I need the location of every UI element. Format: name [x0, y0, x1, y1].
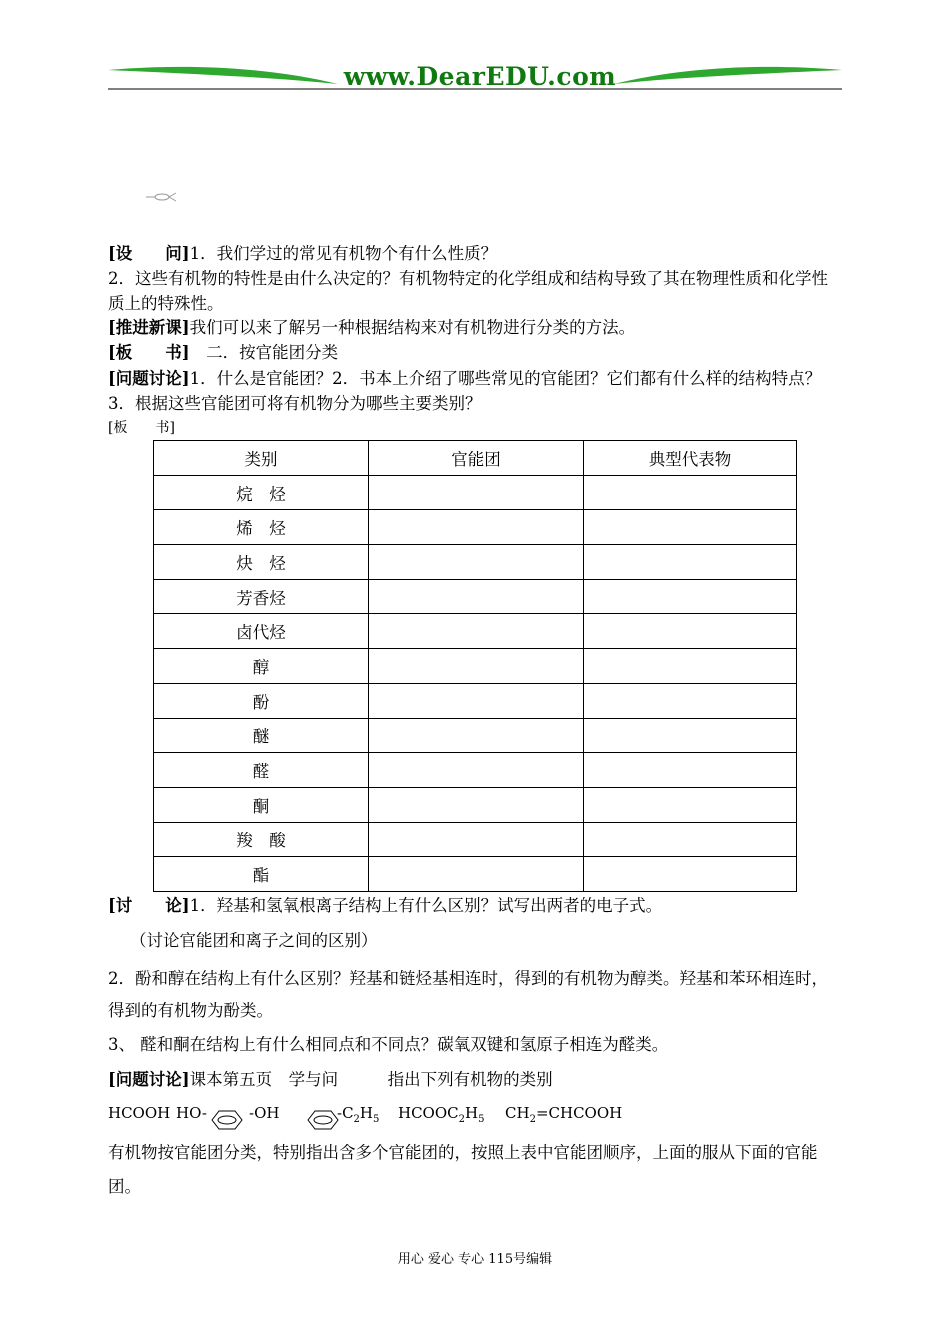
formula-hydroquinone-left: HO- — [176, 1104, 207, 1122]
header-category: 类别 — [154, 441, 369, 476]
category-cell: 芳香烃 — [154, 579, 369, 614]
empty-cell[interactable] — [584, 614, 797, 649]
formula-part: H — [465, 1104, 479, 1122]
empty-cell[interactable] — [584, 683, 797, 718]
empty-cell[interactable] — [369, 753, 584, 788]
category-cell: 酮 — [154, 787, 369, 822]
category-cell: 酚 — [154, 683, 369, 718]
table-row — [154, 857, 797, 892]
category-cell: 炔 烃 — [154, 545, 369, 580]
table-row — [154, 718, 797, 753]
empty-cell[interactable] — [584, 753, 797, 788]
board-label-2: [板 书] — [108, 420, 175, 436]
discussion-3: 3、 醛和酮在结构上有什么相同点和不同点？碳氧双键和氢原子相连为醛类。 — [108, 1035, 669, 1054]
empty-cell[interactable] — [584, 475, 797, 510]
discussion-1-note: （讨论官能团和离子之间的区别） — [130, 931, 378, 950]
formula-part: HCOOC — [398, 1104, 459, 1122]
empty-cell[interactable] — [369, 510, 584, 545]
empty-cell[interactable] — [369, 579, 584, 614]
discussion-line — [108, 366, 838, 416]
page-footer: 用心 爱心 专心 115号编辑 — [397, 1252, 553, 1267]
table-row — [154, 753, 797, 788]
empty-cell[interactable] — [584, 787, 797, 822]
formula-part: =CHCOOH — [535, 1104, 623, 1122]
empty-cell[interactable] — [584, 822, 797, 857]
category-cell: 醛 — [154, 753, 369, 788]
formula-subscript: 5 — [373, 1114, 380, 1125]
header-representative: 典型代表物 — [584, 441, 797, 476]
empty-cell[interactable] — [369, 718, 584, 753]
table-row — [154, 787, 797, 822]
tag-label: [设 问] — [108, 244, 190, 263]
table-header-row — [154, 441, 797, 476]
tag-label: [问题讨论] — [108, 369, 190, 388]
advance-line — [108, 316, 838, 340]
formula-subscript: 5 — [478, 1114, 485, 1125]
left-leaf-icon — [108, 67, 338, 84]
empty-cell[interactable] — [584, 510, 797, 545]
discussion-text: 1．什么是官能团？2．书本上介绍了哪些常见的官能团？它们都有什么样的结构特点？3．根据这些官能团可将有机物分为哪些主要类别？ — [108, 369, 822, 413]
formula-subscript: 2 — [529, 1114, 536, 1125]
empty-cell[interactable] — [369, 857, 584, 892]
discussion-4 — [108, 1068, 838, 1092]
decorative-molecule-icon — [145, 190, 185, 204]
category-cell: 烯 烃 — [154, 510, 369, 545]
empty-cell[interactable] — [584, 857, 797, 892]
formula-ethylbenzene — [337, 1104, 379, 1125]
right-leaf-icon — [614, 67, 842, 84]
formula-part: H — [359, 1104, 374, 1122]
table-row — [154, 545, 797, 580]
empty-cell[interactable] — [584, 649, 797, 684]
category-cell: 酯 — [154, 857, 369, 892]
table-row — [154, 579, 797, 614]
category-cell: 醇 — [154, 649, 369, 684]
board-text: 二．按官能团分类 — [189, 343, 339, 362]
site-logo-text[interactable]: www.DearEDU.com — [343, 62, 617, 91]
table-row — [154, 475, 797, 510]
question-1-text: 1．我们学过的常见有机物个有什么性质？ — [189, 244, 498, 263]
question-2: 2．这些有机物的特性是由什么决定的？有机物特定的化学组成和结构导致了其在物理性质和化学性质上的特殊性。 — [108, 269, 828, 313]
header-functional-group: 官能团 — [369, 441, 584, 476]
classification-table — [153, 440, 797, 892]
tag-label: [问题讨论] — [108, 1070, 190, 1089]
discussion-1-text: 1．羟基和氢氧根离子结构上有什么区别？试写出两者的电子式。 — [189, 896, 663, 915]
formula-part: -C — [337, 1104, 354, 1122]
empty-cell[interactable] — [369, 614, 584, 649]
question-1 — [108, 242, 838, 266]
category-cell: 烷 烃 — [154, 475, 369, 510]
discussion-1 — [108, 894, 838, 918]
discussion-2: 2．酚和醇在结构上有什么区别？羟基和链烃基相连时，得到的有机物为醇类。羟基和苯环相连时，得到的有机物为酚类。 — [108, 969, 828, 1020]
category-cell: 羧 酸 — [154, 822, 369, 857]
empty-cell[interactable] — [369, 787, 584, 822]
formula-formic-acid: HCOOH — [108, 1104, 171, 1122]
empty-cell[interactable] — [369, 545, 584, 580]
table-row — [154, 614, 797, 649]
page-header — [0, 0, 950, 100]
table-row — [154, 649, 797, 684]
tag-label: [推进新课] — [108, 318, 190, 337]
formula-ethyl-formate — [398, 1104, 484, 1125]
table-row — [154, 822, 797, 857]
conclusion: 有机物按官能团分类，特别指出含多个官能团的，按照上表中官能团顺序，上面的服从下面的官能团。 — [108, 1143, 818, 1196]
empty-cell[interactable] — [584, 545, 797, 580]
category-cell: 卤代烃 — [154, 614, 369, 649]
formula-acrylic-acid — [505, 1104, 622, 1125]
table-row — [154, 683, 797, 718]
empty-cell[interactable] — [369, 649, 584, 684]
formula-hydroquinone-right: -OH — [249, 1104, 280, 1122]
board-line — [108, 341, 838, 365]
tag-label: [板 书] — [108, 343, 190, 362]
formula-subscript: 2 — [458, 1114, 466, 1125]
benzene-ring-icon — [204, 1108, 248, 1132]
empty-cell[interactable] — [369, 475, 584, 510]
empty-cell[interactable] — [584, 718, 797, 753]
empty-cell[interactable] — [584, 579, 797, 614]
empty-cell[interactable] — [369, 683, 584, 718]
category-cell: 醚 — [154, 718, 369, 753]
formula-subscript: 2 — [353, 1114, 360, 1125]
advance-text: 我们可以来了解另一种根据结构来对有机物进行分类的方法。 — [189, 318, 636, 337]
empty-cell[interactable] — [369, 822, 584, 857]
table-row — [154, 510, 797, 545]
discussion-4-text: 课本第五页 学与问 指出下列有机物的类别 — [189, 1070, 553, 1089]
tag-label: [讨 论] — [108, 896, 190, 915]
formula-part: CH — [505, 1104, 530, 1122]
